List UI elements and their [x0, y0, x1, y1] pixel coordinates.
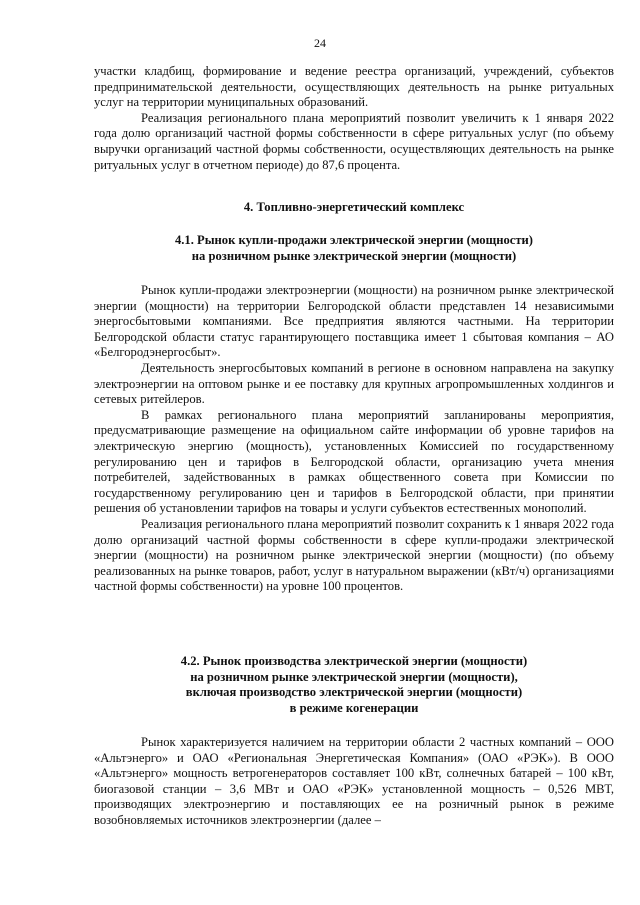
paragraph: Реализация регионального плана мероприятий позволит сохранить к 1 января 2022 года долю организаций частной формы собственности в сфере купли-продажи электрической энергии (мощности) на розничном рынке электрической энергии (мощности) (по объему реализованных на рынке товаров, работ, услуг в натуральном выражении (кВт/ч) организациями частной формы собственности) на уровне 100 процентов. — [94, 516, 614, 594]
section-4-heading — [94, 200, 614, 216]
page-number: 24 — [314, 36, 326, 50]
section-4-2-heading — [94, 654, 614, 716]
paragraph: Деятельность энергосбытовых компаний в регионе в основном направлена на закупку электроэнергии на оптовом рынке и ее поставку для крупных агропромышленных холдингов и сетевых ритейлеров. — [94, 360, 614, 407]
heading-line: в режиме когенерации — [289, 700, 419, 715]
intro-text-block — [94, 64, 614, 173]
heading-line: 4.1. Рынок купли-продажи электрической энергии (мощности) — [174, 233, 533, 247]
section-4-title: 4. Топливно-энергетический комплекс — [243, 200, 465, 214]
paragraph: участки кладбищ, формирование и ведение реестра организаций, учреждений, субъектов предпринимательской деятельности, осуществляющих деятельность на рынке ритуальных услуг на территории муниципальных образований. — [94, 64, 614, 110]
paragraph: Реализация регионального плана мероприятий позволит увеличить к 1 января 2022 года долю организаций частной формы собственности в сфере ритуальных услуг (по объему выручки организаций частной формы собственности, осуществляющих деятельность на рынке ритуальных услуг в отчетном периоде) до 87,6 процента. — [94, 110, 614, 172]
paragraph: Рынок характеризуется наличием на территории области 2 частных компаний – ООО «Альтэнерго» и ОАО «Региональная Энергетическая Компания» (ОАО «РЭК»). В ООО «Альтэнерго» мощность ветрогенераторов составляет 100 кВт, солнечных батарей – 100 кВт, биогазовой станции – 3,6 МВт и ОАО «РЭК» установленной мощность – 0,526 МВТ, производящих электроэнергию и поставляющих ее на розничный рынок в режиме возобновляемых источников электроэнергии (далее – — [94, 735, 614, 827]
heading-line: на розничном рынке электрической энергии (мощности) — [191, 248, 517, 263]
section-4-1-heading — [94, 233, 614, 264]
section-4-2-text-block — [94, 735, 614, 829]
heading-line: на розничном рынке электрической энергии (мощности), — [190, 669, 518, 684]
heading-line: включая производство электрической энергии (мощности) — [185, 685, 523, 700]
paragraph: В рамках регионального плана мероприятий запланированы мероприятия, предусматривающие размещение на официальном сайте информации об уровне тарифов на электрическую энергию (мощность), установленных Комиссией по государственному регулированию цен и тарифов в Белгородской области, организацию учета мнения потребителей, задействованных в рамках общественного совета при Комиссии по государственному регулированию цен и тарифов в Белгородской области, при принятии решения об установлении тарифов на товары и услуги субъектов естественных монополий. — [94, 407, 614, 516]
paragraph: Рынок купли-продажи электроэнергии (мощности) на розничном рынке электрической энергии (мощности) на территории Белгородской области представлен 14 независимыми энергосбытовыми компаниями. Все предприятия являются частными. На территории Белгородской области статус гарантирующего поставщика имеет 1 сбытовая компания – АО «Белгородэнергосбыт». — [94, 283, 614, 360]
section-4-1-text-block — [94, 283, 614, 595]
heading-line: 4.2. Рынок производства электрической энергии (мощности) — [180, 654, 528, 668]
